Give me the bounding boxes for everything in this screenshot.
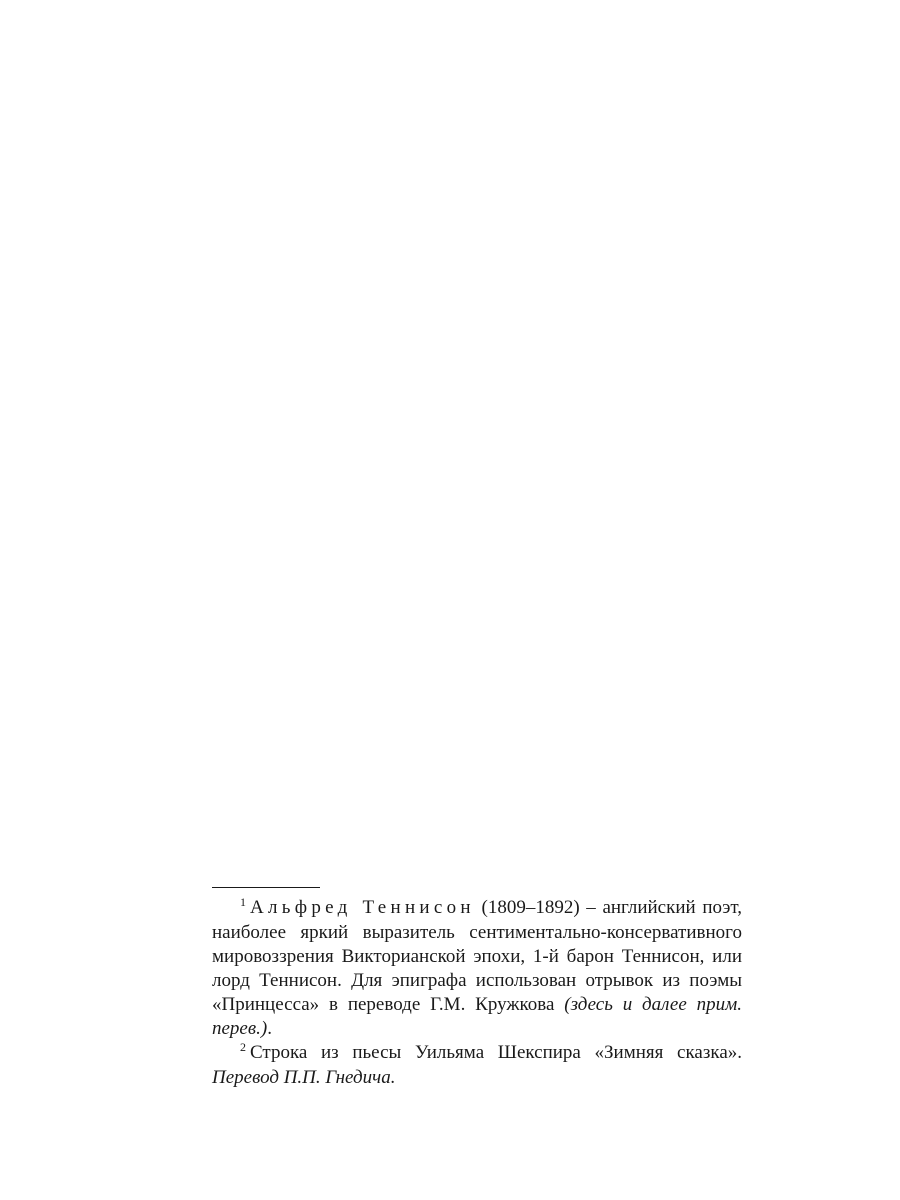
footnotes-block xyxy=(212,896,742,1090)
footnote-1 xyxy=(212,896,742,1041)
footnote-text: (1809–1892) – английский поэт, наиболее яркий выразитель сентиментально-консервативного мировоззрения Викторианской эпохи, 1-й барон Теннисон, или лорд Теннисон. Для эпиграфа использован отрывок из поэмы «Принцесса» в переводе Г.М. Кружкова xyxy=(212,897,742,1015)
footnote-italic-note: (здесь и далее прим. перев.) xyxy=(212,994,742,1039)
footnote-separator xyxy=(212,887,320,888)
footnote-marker: 2 xyxy=(240,1040,246,1054)
footnote-italic-note: Перевод П.П. Гнедича. xyxy=(212,1067,396,1088)
footnote-text: Строка из пьесы Уильяма Шекспира «Зимняя сказка». xyxy=(250,1042,742,1063)
footnote-tail: . xyxy=(267,1018,272,1039)
footnote-author-name: Альфред Теннисон xyxy=(250,897,475,918)
footnote-marker: 1 xyxy=(240,895,246,909)
footnote-2 xyxy=(212,1041,742,1090)
